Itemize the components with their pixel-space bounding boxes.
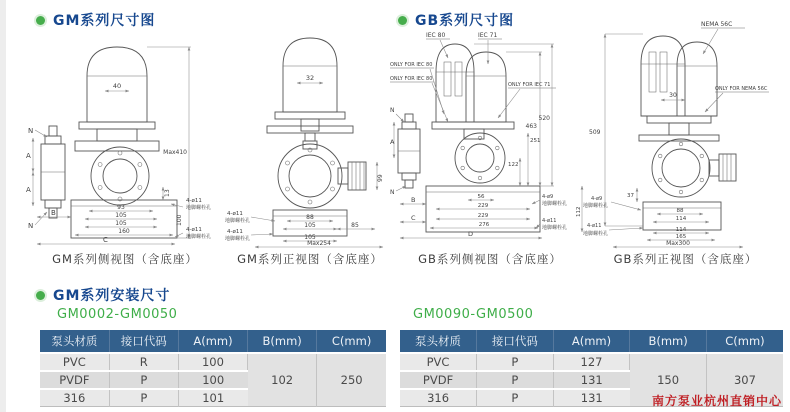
section-title-text: GB系列尺寸图 [415,13,515,29]
bolt-hole-1-note: 地脚螺栓孔 [225,218,251,224]
dim-105a: 105 [304,222,316,229]
dim-229a: 229 [477,203,489,209]
dim-165: 165 [675,234,687,240]
bolt-hole-1-note: 地脚螺栓孔 [186,205,212,211]
cell-a: 100 [178,353,247,371]
bolt-hole-9-note: 地脚螺栓孔 [583,203,609,209]
bolt-hole-11: 4-ø11 [587,223,602,229]
cell-material: PVDF [40,371,109,389]
bolt-hole-11-note: 地脚螺栓孔 [583,231,609,237]
page-edge-strip [0,0,6,412]
note-only-nema56c: ONLY FOR NEMA 56C [715,86,768,92]
dim-276: 276 [478,222,490,228]
cell-a: 100 [178,371,247,389]
dim-85: 85 [351,222,359,229]
dim-13: 13 [164,189,171,197]
cell-b-merged: 150 [630,353,707,407]
dim-122: 122 [508,162,519,168]
pump-outline [639,36,736,230]
dim-max300: Max300 [666,240,690,247]
bolt-hole-9: 4-ø9 [542,194,554,200]
col-connection-code: 接口代码 [477,330,554,353]
dim-160: 160 [118,228,130,235]
col-a-mm: A(mm) [178,330,247,353]
dimension-lines [605,28,769,247]
green-bullet-icon [398,16,407,25]
dimension-labels [390,32,582,238]
gm-small-series-table [40,330,386,407]
gb-front-view-caption: GB系列正视图（含底座） [613,252,758,266]
section-title-text: GM系列尺寸图 [53,13,156,29]
cell-c-merged: 250 [317,353,386,407]
bolt-hole-1: 4-ø11 [186,198,202,204]
table-range-gm0090-gm0500: GM0090-GM0500 [413,307,534,322]
gb-series-dimension-title [398,10,514,30]
dimension-labels [26,82,211,244]
dim-105a: 105 [115,212,127,219]
bolt-hole-2: 4-ø11 [186,227,202,233]
gb-front-view-drawing [583,16,788,250]
table-row [40,353,386,371]
note-only-iec80-b: ONLY FOR IEC 80 [390,76,433,82]
col-c-mm: C(mm) [706,330,783,353]
dim-114b: 114 [675,227,687,233]
label-n-top: N [28,127,34,135]
dim-b: B [411,196,416,204]
dimension-labels [225,74,384,247]
col-b-mm: B(mm) [630,330,707,353]
cell-material: PVC [400,353,477,371]
dim-88: 88 [676,208,684,214]
cell-code: P [109,389,178,407]
bolt-hole-9-note: 地脚螺栓孔 [542,201,568,207]
bolt-hole-11-note: 地脚螺栓孔 [542,225,568,231]
bolt-hole-9: 4-ø9 [591,196,603,202]
cell-material: PVC [40,353,109,371]
dim-a: A [390,138,395,146]
dim-88: 88 [306,214,314,221]
cell-code: P [477,353,554,371]
dim-30: 30 [669,92,677,99]
col-pump-head-material: 泵头材质 [400,330,477,353]
dim-max254: Max254 [307,240,331,247]
cell-a: 131 [553,389,630,407]
note-only-iec71: ONLY FOR IEC 71 [508,82,551,88]
bolt-hole-11: 4-ø11 [542,218,557,224]
cell-a: 127 [553,353,630,371]
gb-side-view-drawing [390,28,590,250]
pump-outline [41,47,177,238]
cell-b-merged: 102 [248,353,317,407]
cell-c-merged: 307 [706,353,783,407]
dim-c: C [411,214,416,222]
gm-side-view-figure [25,34,215,252]
dim-max410: Max410 [163,149,187,156]
table-row [400,353,783,371]
label-n-top: N [390,107,395,114]
dim-a-top: A [26,152,31,160]
label-iec80: IEC 80 [426,32,446,39]
green-bullet-icon [36,16,45,25]
cell-material: PVDF [400,371,477,389]
cell-a: 131 [553,371,630,389]
col-pump-head-material: 泵头材质 [40,330,109,353]
gm-side-view-drawing [25,34,215,248]
gb-front-view-figure [583,16,788,254]
dim-d: D [468,230,474,238]
dim-c: C [103,236,108,244]
gm-front-view-figure [225,26,395,254]
label-nema56c: NEMA 56C [701,21,733,28]
dimension-labels [583,21,768,247]
cell-a: 101 [178,389,247,407]
dim-105b: 105 [304,234,316,241]
dim-b: B [51,209,56,217]
table-range-gm0002-gm0050: GM0002-GM0050 [57,307,178,322]
bolt-hole-1: 4-ø11 [227,211,243,217]
dim-229b: 229 [477,213,489,219]
dim-463: 463 [525,123,537,130]
gm-side-view-caption: GM系列侧视图（含底座） [52,252,198,266]
dim-251: 251 [530,138,541,144]
dim-100: 100 [176,214,183,226]
dim-56: 56 [477,194,485,200]
pump-outline [267,38,366,236]
dim-509: 509 [589,129,601,136]
cell-code: P [477,389,554,407]
section-title-text: GM系列安装尺寸 [53,288,171,304]
green-bullet-icon [36,291,45,300]
table-header-row [400,330,783,353]
gm-series-dimension-title [36,10,155,30]
brand-watermark: 南方泵业杭州直销中心 [651,394,782,408]
dim-112: 112 [576,206,582,217]
col-connection-code: 接口代码 [109,330,178,353]
bolt-hole-2: 4-ø11 [227,229,243,235]
gm-front-view-caption: GM系列正视图（含底座） [237,252,383,266]
dim-520: 520 [538,115,550,122]
dim-a-bottom: A [26,186,31,194]
dim-114a: 114 [675,216,687,222]
dimension-lines [251,83,383,247]
dim-32: 32 [305,74,315,82]
gm-install-dims-title [36,285,170,305]
dim-37: 37 [627,193,634,199]
label-n-bottom: N [28,222,34,230]
note-only-iec80-a: ONLY FOR IEC 80 [390,62,433,68]
dim-105b: 105 [115,220,127,227]
dim-40: 40 [112,82,122,90]
dim-99: 99 [377,174,384,182]
gb-side-view-figure [390,28,590,254]
cell-code: P [109,371,178,389]
bolt-hole-2-note: 地脚螺栓孔 [225,236,251,242]
bolt-hole-2-note: 地脚螺栓孔 [186,234,212,240]
cell-material: 316 [400,389,477,407]
cell-code: R [109,353,178,371]
label-iec71: IEC 71 [478,32,498,39]
table-header-row [40,330,386,353]
dim-93: 93 [117,204,125,211]
cell-code: P [477,371,554,389]
col-a-mm: A(mm) [553,330,630,353]
col-c-mm: C(mm) [317,330,386,353]
gb-side-view-caption: GB系列侧视图（含底座） [418,252,562,266]
label-n-bottom: N [390,189,395,196]
col-b-mm: B(mm) [248,330,317,353]
cell-material: 316 [40,389,109,407]
gm-front-view-drawing [225,26,395,250]
